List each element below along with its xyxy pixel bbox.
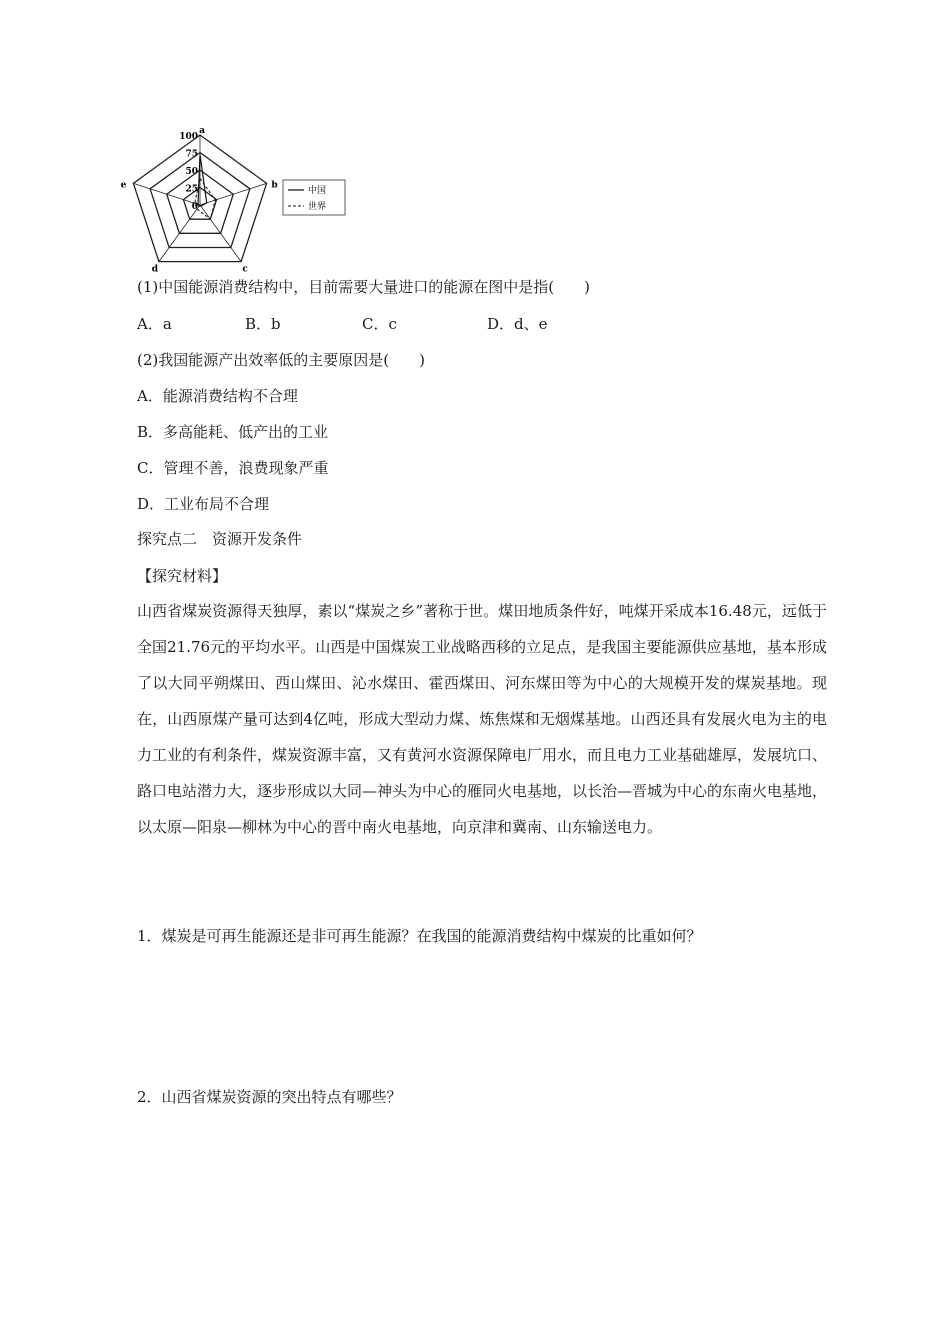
material-heading: 【探究材料】 (137, 567, 228, 585)
tick-label-25: 25 (185, 184, 198, 195)
q1-option-d: D．d、e (487, 315, 548, 333)
axis-label-e: e (120, 180, 127, 191)
axis-label-a: a (199, 126, 205, 136)
open-question-2: 2．山西省煤炭资源的突出特点有哪些？ (137, 1088, 402, 1106)
legend-label-world: 世界 (308, 202, 327, 212)
axis-label-c: c (242, 264, 248, 275)
radar-axis-labels (121, 126, 278, 275)
q2-option-d: D．工业布局不合理 (137, 495, 270, 513)
question-2-stem: (2)我国能源产出效率低的主要原因是( ) (137, 351, 425, 369)
section-heading: 探究点二 资源开发条件 (137, 530, 303, 548)
legend-label-china: 中国 (308, 186, 327, 196)
q2-option-b: B．多高能耗、低产出的工业 (137, 423, 329, 441)
question-1-stem: (1)中国能源消费结构中，目前需要大量进口的能源在图中是指( ) (137, 278, 590, 296)
tick-label-100: 100 (179, 132, 198, 142)
tick-label-75: 75 (185, 149, 198, 160)
radar-series (195, 155, 216, 220)
q2-option-a: A．能源消费结构不合理 (137, 387, 298, 405)
q1-option-a: A．a (137, 315, 172, 333)
tick-label-0: 0 (191, 202, 198, 212)
material-text: 山西省煤炭资源得天独厚，素以“煤炭之乡”著称于世。煤田地质条件好，吨煤开采成本16.48元，远低于全国21.76元的平均水平。山西是中国煤炭工业战略西移的立足点，是我国主要能源供应基地，基本形成了以大同平朔煤田、西山煤田、沁水煤田、霍西煤田、河东煤田等为中心的大规模开发的煤炭基地。现在，山西原煤产量可达到4亿吨，形成大型动力煤、炼焦煤和无烟煤基地。山西还具有发展火电为主的电力工业的有利条件，煤炭资源丰富，又有黄河水资源保障电厂用水，而且电力工业基础雄厚，发展坑口、路口电站潜力大，逐步形成以大同—神头为中心的雁同火电基地，以长治—晋城为中心的东南火电基地，以太原—阳泉—柳林为中心的晋中南火电基地，向京津和冀南、山东输送电力。 (137, 602, 828, 836)
q1-option-c: C．c (362, 315, 397, 333)
axis-label-b: b (271, 180, 278, 191)
material-paragraph (137, 593, 827, 845)
q2-option-c: C．管理不善，浪费现象严重 (137, 459, 329, 477)
tick-label-50: 50 (185, 167, 198, 177)
radar-chart (120, 126, 358, 275)
axis-label-d: d (151, 264, 159, 275)
open-question-1: 1．煤炭是可再生能源还是非可再生能源？在我国的能源消费结构中煤炭的比重如何？ (137, 927, 702, 945)
q1-option-b: B．b (245, 315, 281, 333)
chart-legend (283, 180, 345, 215)
